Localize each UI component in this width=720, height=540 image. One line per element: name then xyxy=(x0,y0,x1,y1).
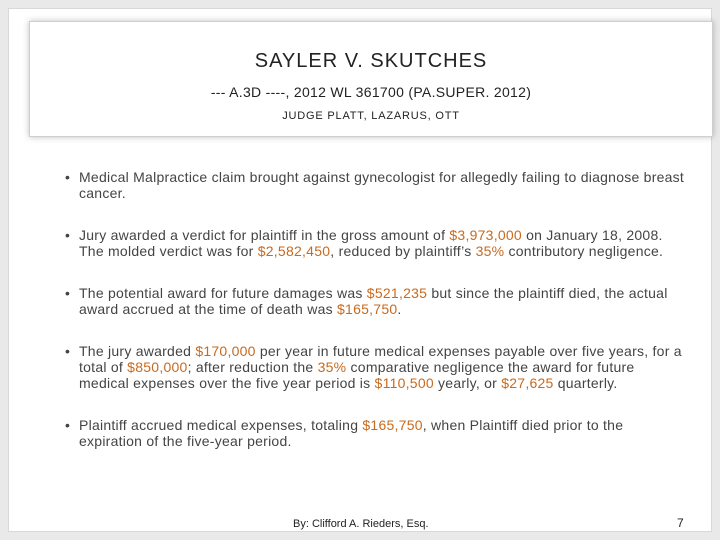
bullet-text: . xyxy=(397,301,402,317)
bullet-text: , reduced by plaintiff’s xyxy=(330,243,476,259)
bullet-text: Jury awarded a verdict for plaintiff in the gross amount of xyxy=(79,227,450,243)
bullet-item xyxy=(65,285,685,317)
bullet-text: Medical Malpractice claim brought against gynecologist for allegedly failing to diagnose breast cancer. xyxy=(79,169,685,201)
bullet-item xyxy=(65,169,685,201)
title-band xyxy=(29,21,713,137)
bullet-text: yearly, or xyxy=(433,375,502,391)
bullet-text: comparative negligence the award for future medical expenses over the five year period is xyxy=(79,359,635,391)
bullet-text: contributory negligence. xyxy=(504,243,664,259)
bullet-text: , when Plaintiff died prior to the expiration of the five-year period. xyxy=(79,417,624,449)
highlighted-value: $850,000 xyxy=(127,359,188,375)
case-citation: --- A.3D ----, 2012 WL 361700 (PA.SUPER. 2012) xyxy=(210,84,532,100)
bullet-text: The jury awarded xyxy=(79,343,196,359)
highlighted-value: 35% xyxy=(475,243,505,259)
bullet-text: The potential award for future damages was xyxy=(79,285,367,301)
highlighted-value: 35% xyxy=(317,359,347,375)
bullet-text: but since the plaintiff died, the actual award accrued at the time of death was xyxy=(79,285,668,317)
slide-title: SAYLER V. SKUTCHES xyxy=(254,50,488,72)
highlighted-value: $3,973,000 xyxy=(449,227,522,243)
bullet-item xyxy=(65,417,685,449)
bullet-text: Plaintiff accrued medical expenses, totaling xyxy=(79,417,363,433)
bullet-item xyxy=(65,227,685,259)
highlighted-value: $27,625 xyxy=(501,375,554,391)
bullet-item xyxy=(65,343,685,391)
bullet-text: ; after reduction the xyxy=(187,359,318,375)
highlighted-value: $170,000 xyxy=(195,343,256,359)
bullet-text: quarterly. xyxy=(553,375,618,391)
highlighted-value: $165,750 xyxy=(337,301,398,317)
page-number: 7 xyxy=(677,516,684,530)
highlighted-value: $2,582,450 xyxy=(257,243,331,259)
bullet-list xyxy=(65,169,685,449)
slide xyxy=(8,8,712,532)
judges-line: JUDGE PLATT, LAZARUS, OTT xyxy=(282,110,460,122)
bullet-text: on January 18, 2008. The molded verdict was for xyxy=(79,227,663,259)
footer-author: By: Clifford A. Rieders, Esq. xyxy=(293,518,429,530)
bullet-text: per year in future medical expenses payable over five years, for a total of xyxy=(79,343,682,375)
highlighted-value: $165,750 xyxy=(362,417,423,433)
highlighted-value: $521,235 xyxy=(366,285,428,301)
highlighted-value: $110,500 xyxy=(374,375,434,391)
